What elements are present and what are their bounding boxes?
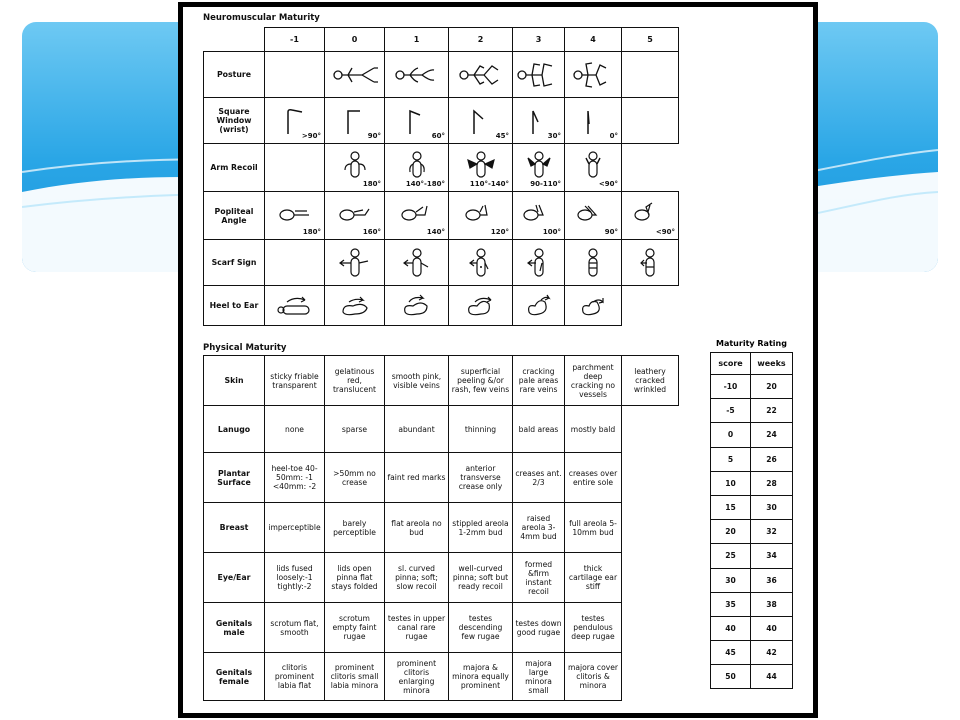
physical-cell: scrotum flat, smooth <box>265 603 325 653</box>
physical-row-label: Plantar Surface <box>204 453 265 503</box>
angle-label: 30° <box>547 132 561 140</box>
popliteal-cell <box>565 192 622 240</box>
physical-cell: leathery cracked wrinkled <box>622 356 679 406</box>
score-value: 5 <box>711 447 751 471</box>
posture-cell <box>265 52 325 98</box>
physical-cell: parchment deep cracking no vessels <box>565 356 622 406</box>
physical-cell: majora large minora small <box>513 653 565 701</box>
heel-to-ear-blank <box>622 286 679 326</box>
physical-maturity-title: Physical Maturity <box>203 343 287 353</box>
score-header: 4 <box>565 28 622 52</box>
popliteal-cell <box>513 192 565 240</box>
square-window-cell <box>325 98 385 144</box>
physical-cell: clitoris prominent labia flat <box>265 653 325 701</box>
physical-cell <box>622 453 679 503</box>
score-value: -10 <box>711 375 751 399</box>
physical-maturity-table <box>203 355 679 701</box>
physical-row <box>204 453 679 503</box>
physical-cell: prominent clitoris enlarging minora <box>385 653 449 701</box>
neuromuscular-title: Neuromuscular Maturity <box>203 13 320 23</box>
scarf-sign-figure-icon <box>449 240 513 286</box>
scarf-sign-blank <box>679 240 680 286</box>
physical-cell: heel-toe 40-50mm: -1 <40mm: -2 <box>265 453 325 503</box>
angle-label: 100° <box>542 228 561 236</box>
arm-recoil-figure-icon <box>385 144 449 192</box>
scanned-document-frame <box>178 2 818 718</box>
row-label-square-window: Square Window (wrist) <box>204 98 265 144</box>
heel-to-ear-figure-icon <box>325 286 385 326</box>
popliteal-cell <box>325 192 385 240</box>
physical-row <box>204 503 679 553</box>
physical-cell: testes descending few rugae <box>449 603 513 653</box>
physical-cell: sl. curved pinna; soft; slow recoil <box>385 553 449 603</box>
posture-figure-icon <box>385 52 449 98</box>
posture-cell-empty <box>622 52 679 98</box>
maturity-rating-row <box>711 471 793 495</box>
physical-cell: imperceptible <box>265 503 325 553</box>
physical-cell <box>622 653 679 701</box>
posture-figure-icon <box>513 52 565 98</box>
square-window-cell <box>449 98 513 144</box>
physical-row <box>204 603 679 653</box>
weeks-value: 22 <box>751 399 793 423</box>
square-window-cell <box>565 98 622 144</box>
weeks-value: 32 <box>751 520 793 544</box>
posture-figure-icon <box>565 52 622 98</box>
arm-recoil-figure-icon <box>565 144 622 192</box>
weeks-value: 42 <box>751 641 793 665</box>
physical-cell: sparse <box>325 406 385 453</box>
maturity-rating-row <box>711 399 793 423</box>
heel-to-ear-figure-icon <box>385 286 449 326</box>
physical-cell: full areola 5-10mm bud <box>565 503 622 553</box>
posture-figure-icon <box>325 52 385 98</box>
neuromuscular-table <box>203 27 680 326</box>
score-header: 3 <box>513 28 565 52</box>
physical-cell: well-curved pinna; soft but ready recoil <box>449 553 513 603</box>
heel-to-ear-figure-icon <box>449 286 513 326</box>
maturity-rating-row <box>711 495 793 519</box>
popliteal-cell <box>265 192 325 240</box>
angle-label: 180° <box>362 180 381 188</box>
physical-row-label: Breast <box>204 503 265 553</box>
maturity-rating-row <box>711 616 793 640</box>
scarf-sign-cell <box>265 240 325 286</box>
scarf-sign-figure-icon <box>385 240 449 286</box>
angle-label: 180° <box>302 228 321 236</box>
score-header: -1 <box>265 28 325 52</box>
maturity-rating-row <box>711 665 793 689</box>
physical-cell: formed &firm instant recoil <box>513 553 565 603</box>
physical-row <box>204 553 679 603</box>
square-window-cell <box>385 98 449 144</box>
physical-cell: majora cover clitoris & minora <box>565 653 622 701</box>
maturity-rating-row <box>711 592 793 616</box>
score-value: 30 <box>711 568 751 592</box>
arm-recoil-cell <box>265 144 325 192</box>
physical-cell: smooth pink, visible veins <box>385 356 449 406</box>
maturity-rating-row <box>711 423 793 447</box>
popliteal-cell <box>385 192 449 240</box>
score-value: 40 <box>711 616 751 640</box>
score-header: 0 <box>325 28 385 52</box>
score-value: 10 <box>711 471 751 495</box>
square-window-cell <box>513 98 565 144</box>
physical-cell: testes pendulous deep rugae <box>565 603 622 653</box>
maturity-rating-row <box>711 520 793 544</box>
physical-cell: stippled areola 1-2mm bud <box>449 503 513 553</box>
score-value: 35 <box>711 592 751 616</box>
square-window-cell-empty <box>622 98 679 144</box>
physical-cell: scrotum empty faint rugae <box>325 603 385 653</box>
physical-cell: cracking pale areas rare veins <box>513 356 565 406</box>
physical-cell: >50mm no crease <box>325 453 385 503</box>
score-value: 50 <box>711 665 751 689</box>
score-value: 15 <box>711 495 751 519</box>
weeks-value: 26 <box>751 447 793 471</box>
physical-cell: lids fused loosely:-1 tightly:-2 <box>265 553 325 603</box>
maturity-rating-row <box>711 447 793 471</box>
physical-cell: sticky friable transparent <box>265 356 325 406</box>
physical-cell: raised areola 3-4mm bud <box>513 503 565 553</box>
score-header: 5 <box>622 28 679 52</box>
physical-cell: mostly bald <box>565 406 622 453</box>
physical-row <box>204 406 679 453</box>
square-window-cell <box>265 98 325 144</box>
row-label-scarf-sign: Scarf Sign <box>204 240 265 286</box>
score-header: 1 <box>385 28 449 52</box>
scarf-sign-figure-icon <box>325 240 385 286</box>
row-label-arm-recoil: Arm Recoil <box>204 144 265 192</box>
physical-cell: prominent clitoris small labia minora <box>325 653 385 701</box>
arm-recoil-figure-icon <box>449 144 513 192</box>
angle-label: >90° <box>301 132 321 140</box>
maturity-rating-row <box>711 375 793 399</box>
physical-cell: anterior transverse crease only <box>449 453 513 503</box>
angle-label: 90-110° <box>530 180 561 188</box>
physical-cell: faint red marks <box>385 453 449 503</box>
physical-cell: gelatinous red, translucent <box>325 356 385 406</box>
scarf-sign-figure-icon <box>622 240 679 286</box>
physical-row-label: Skin <box>204 356 265 406</box>
row-label-popliteal-angle: Popliteal Angle <box>204 192 265 240</box>
physical-cell <box>622 503 679 553</box>
score-value: 0 <box>711 423 751 447</box>
heel-to-ear-figure-icon <box>565 286 622 326</box>
heel-to-ear-figure-icon <box>513 286 565 326</box>
maturity-rating-row <box>711 641 793 665</box>
physical-cell: bald areas <box>513 406 565 453</box>
score-value: 25 <box>711 544 751 568</box>
weeks-value: 20 <box>751 375 793 399</box>
maturity-rating-row <box>711 544 793 568</box>
maturity-rating-header: score <box>711 353 751 375</box>
physical-row-label: Genitals male <box>204 603 265 653</box>
score-value: 20 <box>711 520 751 544</box>
angle-label: 140° <box>426 228 445 236</box>
physical-cell <box>622 603 679 653</box>
weeks-value: 44 <box>751 665 793 689</box>
physical-cell: creases over entire sole <box>565 453 622 503</box>
physical-row-label: Genitals female <box>204 653 265 701</box>
row-label-heel-to-ear: Heel to Ear <box>204 286 265 326</box>
angle-label: 140°-180° <box>405 180 445 188</box>
physical-cell: superficial peeling &/or rash, few veins <box>449 356 513 406</box>
angle-label: 90° <box>367 132 381 140</box>
angle-label: 110°-140° <box>469 180 509 188</box>
score-value: 45 <box>711 641 751 665</box>
physical-cell: creases ant. 2/3 <box>513 453 565 503</box>
physical-cell: none <box>265 406 325 453</box>
physical-cell: lids open pinna flat stays folded <box>325 553 385 603</box>
maturity-rating-row <box>711 568 793 592</box>
physical-cell: thick cartilage ear stiff <box>565 553 622 603</box>
physical-row <box>204 356 679 406</box>
nm-corner <box>204 28 265 52</box>
scarf-sign-figure-icon <box>565 240 622 286</box>
weeks-value: 36 <box>751 568 793 592</box>
angle-label: <90° <box>598 180 618 188</box>
angle-label: 160° <box>362 228 381 236</box>
angle-label: 120° <box>490 228 509 236</box>
physical-cell <box>622 406 679 453</box>
physical-cell: barely perceptible <box>325 503 385 553</box>
maturity-rating-header: weeks <box>751 353 793 375</box>
angle-label: 60° <box>431 132 445 140</box>
scarf-sign-figure-icon <box>513 240 565 286</box>
physical-cell <box>622 553 679 603</box>
weeks-value: 34 <box>751 544 793 568</box>
row-label-posture: Posture <box>204 52 265 98</box>
physical-cell: abundant <box>385 406 449 453</box>
physical-cell: flat areola no bud <box>385 503 449 553</box>
ballard-score-sheet <box>183 7 813 713</box>
physical-row <box>204 653 679 701</box>
heel-to-ear-figure-icon <box>265 286 325 326</box>
physical-cell: majora & minora equally prominent <box>449 653 513 701</box>
maturity-rating-title: Maturity Rating <box>716 339 787 348</box>
physical-cell: testes in upper canal rare rugae <box>385 603 449 653</box>
score-value: -5 <box>711 399 751 423</box>
physical-row-label: Eye/Ear <box>204 553 265 603</box>
weeks-value: 28 <box>751 471 793 495</box>
weeks-value: 24 <box>751 423 793 447</box>
physical-cell: thinning <box>449 406 513 453</box>
angle-label: <90° <box>655 228 675 236</box>
arm-recoil-figure-icon <box>513 144 565 192</box>
physical-cell: testes down good rugae <box>513 603 565 653</box>
arm-recoil-blank <box>622 144 679 192</box>
arm-recoil-figure-icon <box>325 144 385 192</box>
weeks-value: 30 <box>751 495 793 519</box>
physical-row-label: Lanugo <box>204 406 265 453</box>
angle-label: 0° <box>609 132 618 140</box>
angle-label: 90° <box>604 228 618 236</box>
popliteal-cell <box>622 192 679 240</box>
maturity-rating-table <box>710 352 793 689</box>
weeks-value: 40 <box>751 616 793 640</box>
score-header: 2 <box>449 28 513 52</box>
weeks-value: 38 <box>751 592 793 616</box>
angle-label: 45° <box>495 132 509 140</box>
popliteal-cell <box>449 192 513 240</box>
posture-figure-icon <box>449 52 513 98</box>
